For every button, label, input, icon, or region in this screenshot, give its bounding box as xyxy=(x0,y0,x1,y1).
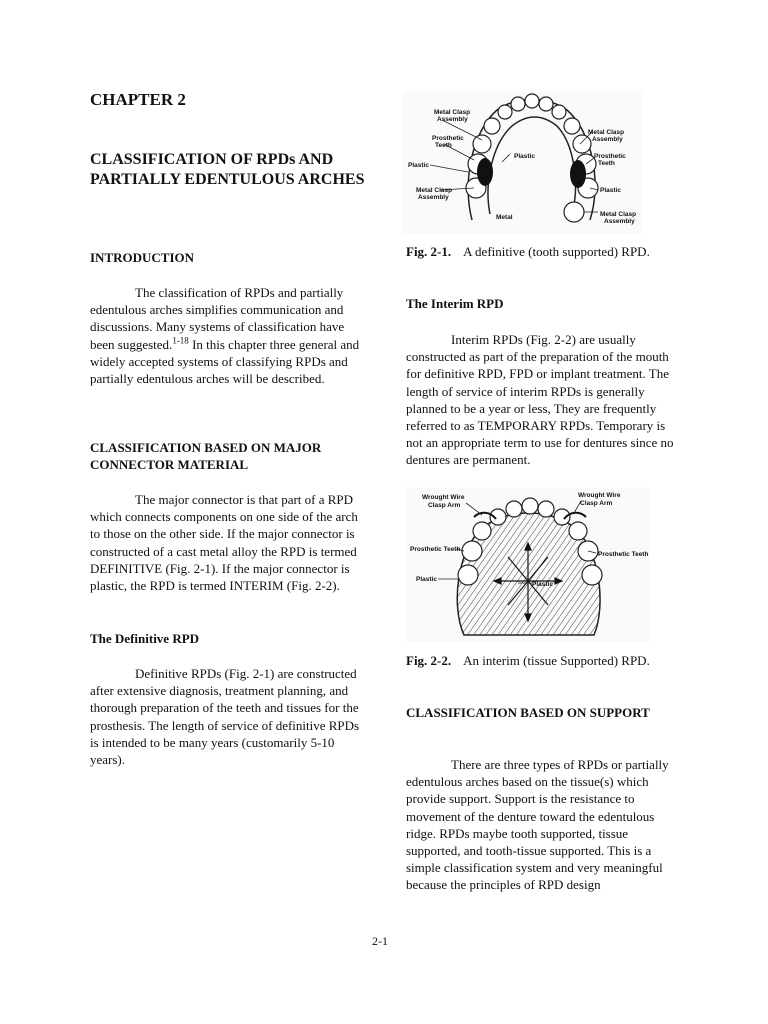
label-wrought-wire-clasp-arm-left: Wrought Wire xyxy=(422,494,465,501)
label-plastic-left: Plastic xyxy=(408,162,429,169)
definitive-paragraph: Definitive RPDs (Fig. 2-1) are constructed after extensive diagnosis, treatment planning, and thorough preparation of the teeth and tissues for the prosthesis. The length of service of definitive RPDs is intended to be many years (customarily 5-10 years). xyxy=(90,666,360,768)
chapter-label: CHAPTER 2 xyxy=(90,90,186,109)
support-paragraph: There are three types of RPDs or partially edentulous arches based on the tissue(s) which provide support. Support is the resistance to movement of the denture toward the edentulous ridge. RPDs maybe tooth supported, tissue supported, and tooth-tissue supported. This is a simple classification system and very meaningful because the principles of RPD design xyxy=(406,757,669,893)
figure-2-1-caption xyxy=(406,243,676,260)
label-metal-clasp-assembly-top-right-line2: Assembly xyxy=(592,136,623,143)
figure-2-2-caption-text: An interim (tissue Supported) RPD. xyxy=(463,653,650,668)
label-metal-clasp-assembly-bottom-right: Metal Clasp xyxy=(600,211,637,218)
figure-2-2-caption-label: Fig. 2-2. xyxy=(406,653,452,668)
introduction-paragraph xyxy=(90,284,370,387)
label-prosthetic-teeth-left: Prosthetic xyxy=(432,135,464,142)
reference-superscript: 1-18 xyxy=(172,335,189,346)
label-metal-clasp-assembly-top-right: Metal Clasp xyxy=(588,129,625,136)
figure-2-1-diagram xyxy=(402,92,642,234)
introduction-text: The classification of RPDs and partially edentulous arches simplifies communication and discussions. Many systems of classification have been suggested. xyxy=(90,285,345,352)
page-number: 2-1 xyxy=(372,934,388,948)
introduction-heading: INTRODUCTION xyxy=(90,250,195,265)
label-wrought-wire-clasp-arm-left-line2: Clasp Arm xyxy=(428,502,461,509)
label-plastic-center: Plastic xyxy=(532,581,553,588)
label-plastic-center: Plastic xyxy=(514,153,535,160)
label-prosthetic-teeth-right: Prosthetic Teeth xyxy=(598,551,649,558)
label-prosthetic-teeth-right: Prosthetic xyxy=(594,153,626,160)
label-plastic-left: Plastic xyxy=(416,576,437,583)
label-metal-clasp-assembly-bottom-left: Metal Clasp xyxy=(416,187,453,194)
label-metal: Metal xyxy=(496,214,513,221)
interim-paragraph: Interim RPDs (Fig. 2-2) are usually constructed as part of the preparation of the mouth for definitive RPD, FPD or implant treatment. The length of service of interim RPDs is generally planned to be a year or less, They are frequently referred to as TEMPORARY RPDs. Temporary is not an appropriate term to use for dentures since no dentures are permanent. xyxy=(406,332,674,468)
label-prosthetic-teeth-left-line2: Teeth xyxy=(435,142,452,149)
introduction-text-continued: In this chapter three general and widely accepted systems of classifying RPDs and partially edentulous arches will be described. xyxy=(90,336,360,387)
label-metal-clasp-assembly-bottom-right-line2: Assembly xyxy=(604,218,635,225)
label-prosthetic-teeth-right-line2: Teeth xyxy=(598,160,615,167)
label-plastic-right: Plastic xyxy=(600,187,621,194)
interim-heading: The Interim RPD xyxy=(406,296,504,311)
support-heading: CLASSIFICATION BASED ON SUPPORT xyxy=(406,705,650,720)
chapter-title: CLASSIFICATION OF RPDs AND PARTIALLY EDENTULOUS ARCHES xyxy=(90,151,365,188)
major-connector-heading: CLASSIFICATION BASED ON MAJOR CONNECTOR MATERIAL xyxy=(90,440,322,472)
label-wrought-wire-clasp-arm-right-line2: Clasp Arm xyxy=(580,500,613,507)
major-connector-paragraph: The major connector is that part of a RPD which connects components on one side of the arch to those on the other side. If the major connector is constructed of a cast metal alloy the RPD is termed DEFINITIVE (Fig. 2-1). If the major connector is plastic, the RPD is termed INTERIM (Fig. 2-2). xyxy=(90,492,358,594)
definitive-heading: The Definitive RPD xyxy=(90,631,200,646)
metal-clasps xyxy=(477,158,586,188)
label-metal-clasp-assembly-top-left-line2: Assembly xyxy=(437,116,468,123)
label-prosthetic-teeth-left: Prosthetic Teeth xyxy=(410,546,461,553)
label-metal-clasp-assembly-bottom-left-line2: Assembly xyxy=(418,194,449,201)
label-wrought-wire-clasp-arm-right: Wrought Wire xyxy=(578,492,621,499)
figure-2-1-caption-text: A definitive (tooth supported) RPD. xyxy=(463,244,650,259)
label-metal-clasp-assembly-top-left: Metal Clasp xyxy=(434,109,471,116)
figure-2-1-caption-label: Fig. 2-1. xyxy=(406,244,452,259)
figure-2-2-caption xyxy=(406,652,676,669)
figure-2-2-diagram xyxy=(406,487,649,642)
